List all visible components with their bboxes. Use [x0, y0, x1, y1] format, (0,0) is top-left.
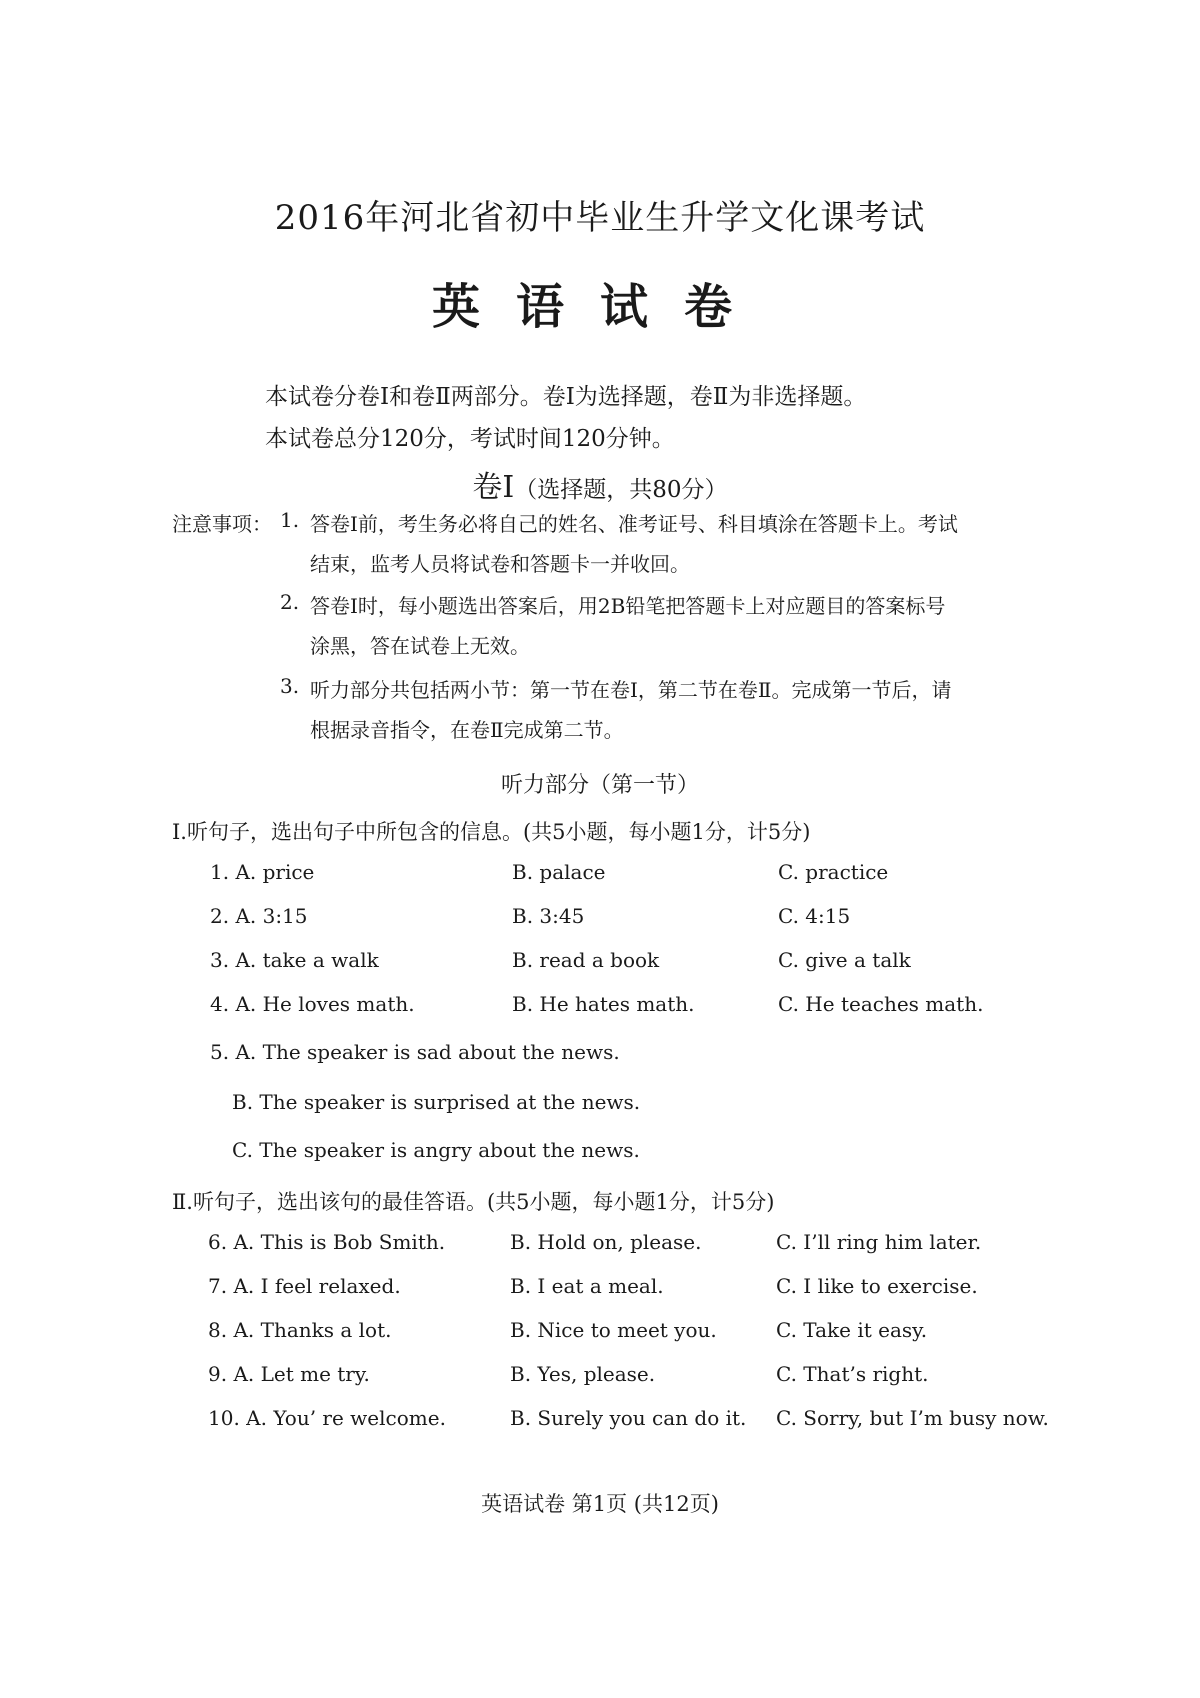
- option-a: 6. A. This is Bob Smith.: [208, 1230, 446, 1254]
- option-c: C. Sorry, but I’m busy now.: [776, 1406, 1049, 1430]
- option-b: B. I eat a meal.: [510, 1274, 664, 1298]
- option-a: 2. A. 3:15: [210, 904, 308, 928]
- note-text: 答卷Ⅰ前，考生务必将自己的姓名、准考证号、科目填涂在答题卡上。考试: [310, 512, 958, 536]
- notes-label: 注意事项：: [172, 512, 272, 536]
- option-b: B. Surely you can do it.: [510, 1406, 747, 1430]
- exam-title: 2016年河北省初中毕业生升学文化课考试: [274, 198, 926, 238]
- part-1-title: Ⅰ.听句子，选出句子中所包含的信息。(共5小题，每小题1分，计5分): [172, 820, 811, 844]
- option-a: 4. A. He loves math.: [210, 992, 415, 1016]
- option-a: 1. A. price: [210, 860, 315, 884]
- page-footer: 英语试卷 第1页 (共12页): [481, 1492, 719, 1516]
- option-b: B. He hates math.: [512, 992, 695, 1016]
- option-b: B. Nice to meet you.: [510, 1318, 717, 1342]
- option-a: 9. A. Let me try.: [208, 1362, 370, 1386]
- option-a: 5. A. The speaker is sad about the news.: [210, 1040, 620, 1064]
- part-2-title: Ⅱ.听句子，选出该句的最佳答语。(共5小题，每小题1分，计5分): [172, 1190, 775, 1214]
- option-a: 3. A. take a walk: [210, 948, 379, 972]
- option-c: C. The speaker is angry about the news.: [232, 1138, 640, 1162]
- note-number: 2.: [280, 590, 300, 614]
- intro-line-1: 本试卷分卷Ⅰ和卷Ⅱ两部分。卷Ⅰ为选择题，卷Ⅱ为非选择题。: [265, 384, 867, 410]
- note-text: 结束，监考人员将试卷和答题卡一并收回。: [310, 552, 690, 576]
- option-a: 8. A. Thanks a lot.: [208, 1318, 392, 1342]
- note-text: 根据录音指令，在卷Ⅱ完成第二节。: [310, 718, 624, 742]
- note-number: 1.: [280, 508, 300, 532]
- intro-line-2: 本试卷总分120分，考试时间120分钟。: [265, 426, 675, 452]
- note-text: 答卷Ⅰ时，每小题选出答案后，用2B铅笔把答题卡上对应题目的答案标号: [310, 594, 946, 618]
- option-c: C. I’ll ring him later.: [776, 1230, 982, 1254]
- note-text: 涂黑，答在试卷上无效。: [310, 634, 530, 658]
- listening-section-title: 听力部分（第一节）: [500, 773, 699, 798]
- volume-label: 卷Ⅰ: [472, 470, 515, 505]
- option-c: C. Take it easy.: [776, 1318, 928, 1342]
- subject-title: 英语试卷: [431, 279, 768, 335]
- note-text: 听力部分共包括两小节：第一节在卷Ⅰ，第二节在卷Ⅱ。完成第一节后，请: [310, 678, 952, 702]
- option-c: C. practice: [778, 860, 889, 884]
- option-b: B. The speaker is surprised at the news.: [232, 1090, 641, 1114]
- option-b: B. Yes, please.: [510, 1362, 656, 1386]
- option-c: C. That’s right.: [776, 1362, 929, 1386]
- option-c: C. He teaches math.: [778, 992, 984, 1016]
- option-a: 7. A. I feel relaxed.: [208, 1274, 401, 1298]
- note-number: 3.: [280, 674, 300, 698]
- option-b: B. 3:45: [512, 904, 585, 928]
- volume-note: （选择题，共80分）: [514, 477, 728, 503]
- option-b: B. Hold on, please.: [510, 1230, 702, 1254]
- option-c: C. give a talk: [778, 948, 911, 972]
- option-c: C. 4:15: [778, 904, 851, 928]
- option-b: B. palace: [512, 860, 606, 884]
- option-b: B. read a book: [512, 948, 660, 972]
- volume-heading: [0, 462, 1200, 506]
- option-a: 10. A. You’ re welcome.: [208, 1406, 446, 1430]
- option-c: C. I like to exercise.: [776, 1274, 978, 1298]
